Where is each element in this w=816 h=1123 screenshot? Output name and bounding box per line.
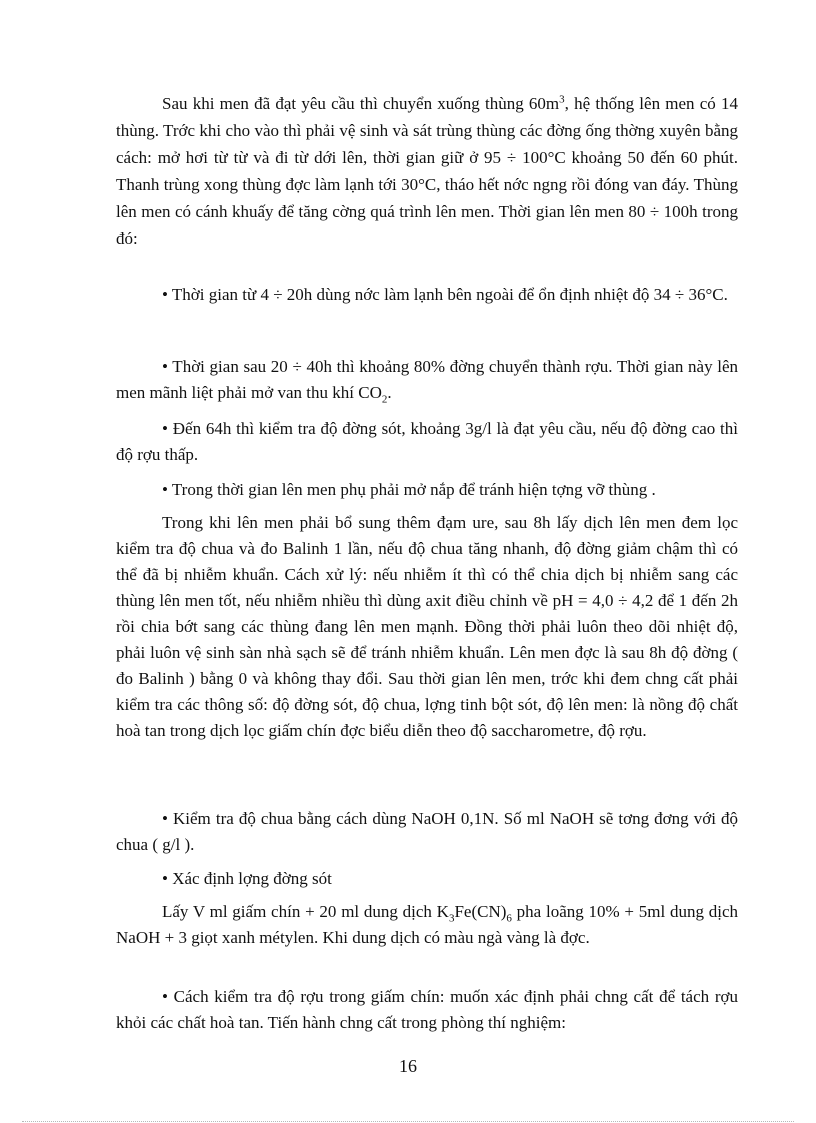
bullet-time-4-20h: • Thời gian từ 4 ÷ 20h dùng nớc làm lạnh bên ngoài để ổn định nhiệt độ 34 ÷ 36°C. (162, 285, 728, 304)
bullet-acidity-check: • Kiểm tra độ chua bằng cách dùng NaOH 0,1N. Số ml NaOH sẽ tơng đơng với độ chua ( g/l ). (116, 809, 738, 854)
paragraph-sugar-method: Lấy V ml giấm chín + 20 ml dung dịch $K_3Fe(CN)_6$ pha loãng 10% + 5ml dung dịch NaOH + 3 giọt xanh métylen. Khi dung dịch có màu ngà vàng là đợc. (116, 902, 738, 947)
paragraph-fermentation-control: Trong khi lên men phải bổ sung thêm đạm ure, sau 8h lấy dịch lên men đem lọc kiểm tra độ chua và đo Balinh 1 lần, nếu độ chua tăng nhanh, độ đờng giảm chậm thì có thể đã bị nhiễm khuẩn. Cách xử lý: nếu nhiễm ít thì có thể chia dịch bị nhiễm sang các thùng lên men tốt, nếu nhiễm nhiều thì dùng axit điều chỉnh về pH = 4,0 ÷ 4,2 để 1 đến 2h rồi chia bớt sang các thùng đang lên men mạnh. Đồng thời phải luôn theo dõi nhiệt độ, phải luôn vệ sinh sàn nhà sạch sẽ để tránh nhiễm khuẩn. Lên men đợc là sau 8h độ đờng ( đo Balinh ) bằng 0 và không thay đổi. Sau thời gian lên men, trớc khi đem chng cất phải kiểm tra các thông số: độ đờng sót, độ chua, lợng tinh bột sót, độ lên men: là nồng độ chất hoà tan trong dịch lọc giấm chín đợc biểu diễn theo độ saccharometre, độ rợu. (116, 513, 738, 740)
bullet-secondary-fermentation: • Trong thời gian lên men phụ phải mở nắp để tránh hiện tợng vỡ thùng . (162, 480, 656, 499)
bullet-residual-sugar: • Xác định lợng đờng sót (162, 869, 332, 888)
page-number: 16 (399, 1056, 417, 1076)
bullet-alcohol-check: • Cách kiểm tra độ rợu trong giấm chín: muốn xác định phải chng cất để tách rợu khỏi các chất hoà tan. Tiến hành chng cất trong phòng thí nghiệm: (116, 987, 738, 1032)
paragraph-fermentation-intro: Sau khi men đã đạt yêu cầu thì chuyển xuống thùng $60m^3$, hệ thống lên men có 14 thùng. Trớc khi cho vào thì phải vệ sinh và sát trùng thùng các đờng ống thờng xuyên bằng cách: mở hơi từ từ và đi từ dới lên, thời gian giữ ở 95 ÷ 100°C khoảng 50 đến 60 phút. Thanh trùng xong thùng đợc làm lạnh tới 30°C, tháo hết nớc ngng rồi đóng van đáy. Thùng lên men có cánh khuấy để tăng cờng quá trình lên men. Thời gian lên men 80 ÷ 100h trong đó: (116, 93, 738, 248)
page-bottom-divider (22, 1121, 794, 1122)
bullet-time-20-40h: • Thời gian sau 20 ÷ 40h thì khoảng 80% đờng chuyển thành rợu. Thời gian này lên men mãnh liệt phải mở van thu khí $CO_2$. (116, 357, 738, 406)
bullet-64h-check: • Đến 64h thì kiểm tra độ đờng sót, khoảng 3g/l là đạt yêu cầu, nếu độ đờng cao thì độ rợu thấp. (116, 419, 738, 464)
